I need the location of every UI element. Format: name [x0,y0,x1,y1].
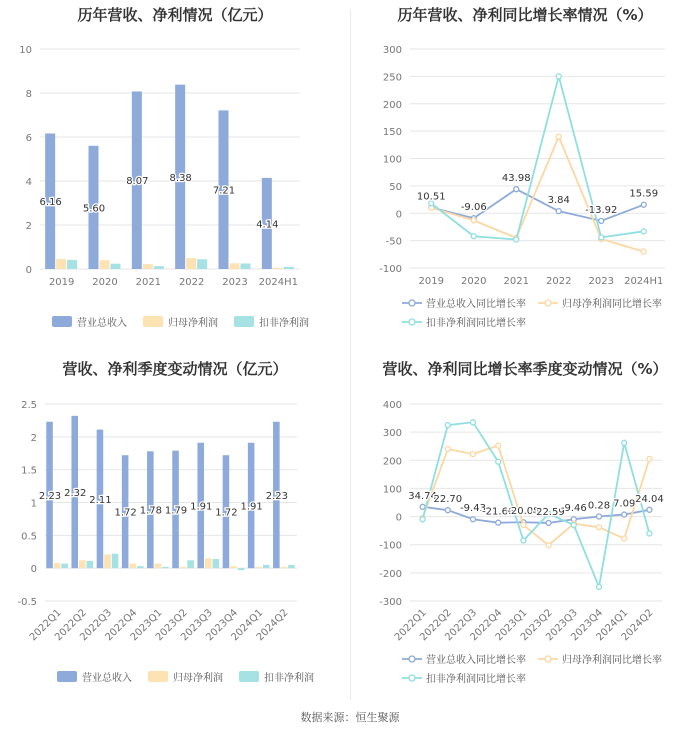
bar-net-profit [186,258,196,269]
bar-deducted-net-profit [67,260,77,269]
y-tick-label: 50 [389,181,402,193]
bar-deducted-net-profit [238,568,245,570]
y-tick-label: 0 [395,209,402,221]
data-label: 8.38 [169,172,192,184]
line-point [496,443,501,448]
legend-label: 归母净利润 [168,318,218,329]
legend-label: 归母净利润 [173,673,223,684]
data-label: 7.21 [212,185,236,197]
x-tick-label: 2023 [222,277,248,288]
line-point [496,520,501,525]
y-tick-label: 100 [382,484,402,496]
bar-net-profit [54,563,61,568]
legend-label: 扣非净利润同比增长率 [426,674,526,685]
line-point [445,447,450,452]
x-tick-label: 2019 [418,276,444,287]
y-tick-label: -100 [379,540,402,552]
y-tick-label: 1 [30,498,37,510]
data-label: 4.14 [256,219,279,231]
bar-deducted-net-profit [111,264,121,269]
line-point [597,525,602,530]
legend-swatch [409,675,415,681]
bar-net-profit [255,567,262,568]
line-point [641,202,646,207]
line-point [622,512,627,517]
bar-net-profit [155,564,162,569]
line-point [521,523,526,528]
bar-net-profit [143,264,153,269]
bar-net-profit [230,566,237,568]
bar-deducted-net-profit [213,559,220,568]
data-label: 6.16 [39,197,62,209]
x-tick-label: 2023Q2 [518,607,555,644]
y-tick-label: -200 [379,568,402,580]
line-point [556,74,561,79]
line-point [546,520,551,525]
legend-swatch [148,671,168,682]
data-label: 3.84 [547,195,570,207]
line-point [471,234,476,239]
data-label: 24.04 [635,493,664,505]
line-point [599,218,604,223]
line-point [471,420,476,425]
x-tick-label: 2022Q1 [392,607,429,644]
data-label: 5.60 [82,203,106,215]
y-tick-label: 6 [25,133,32,144]
bar-net-profit [56,259,66,269]
bar-deducted-net-profit [241,264,251,270]
data-label: 2.11 [89,494,112,506]
y-tick-label: 0.5 [21,531,37,543]
bar-deducted-net-profit [154,266,164,269]
x-tick-label: 2022Q3 [78,607,115,644]
y-tick-label: 300 [382,45,402,56]
x-tick-label: 2024Q2 [619,607,656,644]
x-tick-label: 2021 [135,277,162,288]
x-tick-label: 2023Q2 [153,607,190,644]
line-point [599,235,604,240]
data-label: 1.78 [139,505,162,517]
data-label: -22.59 [532,506,565,518]
legend-swatch [52,316,72,327]
legend-swatch [545,656,551,662]
bar-deducted-net-profit [187,560,194,568]
data-label: 2.32 [64,487,87,499]
line-point [521,538,526,543]
data-label: 0.28 [587,500,611,512]
x-tick-label: 2023Q4 [204,607,241,644]
x-tick-label: 2020 [461,276,487,287]
legend-swatch [143,316,163,327]
line-point [471,218,476,223]
x-tick-label: 2023 [588,276,614,287]
data-source-note: 数据来源：恒生聚源 [300,711,400,724]
data-label: 7.09 [613,498,636,510]
line-point [546,543,551,548]
legend-label: 营业总收入同比增长率 [426,655,526,666]
x-tick-label: 2023Q4 [569,607,606,644]
bar-deducted-net-profit [284,267,294,269]
data-label: 1.91 [190,501,213,513]
data-label: 1.72 [114,507,137,519]
bar-net-profit [129,564,136,569]
y-tick-label: 2 [30,432,37,444]
x-tick-label: 2022 [178,277,205,288]
bar-deducted-net-profit [61,564,68,569]
data-label: 10.51 [416,191,446,203]
x-tick-label: 2022Q2 [53,607,89,644]
y-tick-label: 200 [382,99,402,111]
bar-net-profit [273,268,283,269]
y-tick-label: 1.5 [21,465,37,477]
x-tick-label: 2024Q1 [229,607,266,644]
x-tick-label: 2021 [503,276,529,287]
legend-swatch [239,671,259,682]
x-tick-label: 2024H1 [624,276,664,287]
bar-net-profit [79,560,86,568]
y-tick-label: 150 [382,127,402,139]
data-label: 43.98 [501,173,531,185]
y-tick-label: 4 [25,177,32,188]
legend-label: 营业总收入 [82,673,132,684]
y-tick-label: 200 [382,456,402,468]
line-point [622,440,627,445]
data-label: -9.43 [460,503,486,515]
y-tick-label: 100 [382,154,402,166]
line-point [496,459,501,464]
x-tick-label: 2022Q1 [27,607,64,644]
legend-swatch [57,671,77,682]
y-tick-label: 10 [19,45,32,56]
data-label: 22.70 [433,494,463,506]
y-tick-label: 0 [30,564,37,576]
data-label: 2.23 [265,490,288,502]
x-tick-label: 2023Q1 [128,607,165,644]
line-point [597,584,602,589]
x-tick-label: 2019 [48,277,75,288]
y-tick-label: 2.5 [21,400,37,411]
bar-deducted-net-profit [263,565,270,568]
y-tick-label: 0 [25,265,32,276]
line-point [641,229,646,234]
x-tick-label: 2022 [546,276,572,287]
data-label: 1.91 [240,501,263,513]
x-tick-label: 2022Q2 [418,607,454,644]
chart-title-annual-revenue: 历年营收、净利情况（亿元） [77,6,273,24]
line-point [556,209,561,214]
data-label: -13.92 [585,204,618,216]
x-tick-label: 2022Q4 [103,607,140,644]
bar-deducted-net-profit [137,566,144,568]
line-point [514,187,519,192]
line-point [641,249,646,254]
x-tick-label: 2023Q1 [493,607,530,644]
x-tick-label: 2023Q3 [544,607,580,644]
bar-net-profit [180,567,187,568]
line-point [471,452,476,457]
y-tick-label: 300 [382,428,402,440]
legend-label: 营业总收入 [77,318,127,329]
line-point [445,423,450,428]
line-point [647,531,652,536]
legend-swatch [409,300,415,306]
data-label: -9.46 [560,503,587,515]
legend-label: 扣非净利润同比增长率 [426,318,526,329]
data-label: 34.74 [408,490,437,502]
chart-title-annual-growth: 历年营收、净利同比增长率情况（%） [397,6,653,24]
legend-label: 归母净利润同比增长率 [562,299,662,310]
legend-label: 扣非净利润 [264,673,314,684]
chart-title-quarterly-growth: 营收、净利同比增长率季度变动情况（%） [382,360,668,378]
y-tick-label: 8 [25,89,32,100]
y-tick-label: -300 [379,597,402,608]
data-label: 15.59 [629,188,659,200]
line-point [571,523,576,528]
bar-deducted-net-profit [197,259,207,269]
data-label: 2.23 [38,490,62,502]
bar-net-profit [100,260,110,269]
bar-net-profit [281,567,288,568]
line-point [622,536,627,541]
legend-swatch [234,316,254,327]
x-tick-label: 2020 [92,277,118,288]
x-tick-label: 2023Q3 [179,607,215,644]
legend-swatch [409,319,415,325]
y-tick-label: -100 [379,264,402,275]
bar-net-profit [205,558,212,568]
data-label: 1.72 [215,507,238,519]
x-tick-label: 2024H1 [258,277,299,288]
y-tick-label: -0.5 [17,597,37,608]
line-point [597,514,602,519]
y-tick-label: 0 [395,512,402,524]
line-point [445,508,450,513]
data-label: -20.08 [507,506,540,518]
line-point [420,504,425,509]
y-tick-label: -50 [385,236,402,248]
y-tick-label: 400 [382,400,402,411]
x-tick-label: 2022Q4 [468,607,505,644]
chart-title-quarterly-revenue: 营收、净利季度变动情况（亿元） [62,360,288,378]
data-label: 1.79 [164,505,188,517]
line-point [647,456,652,461]
legend-label: 营业总收入同比增长率 [426,299,526,310]
line-point [420,517,425,522]
x-tick-label: 2024Q2 [254,607,291,644]
data-label: -21.66 [482,506,515,518]
bar-deducted-net-profit [112,554,119,568]
x-tick-label: 2022Q3 [443,607,480,644]
legend-label: 归母净利润同比增长率 [562,655,662,666]
line-point [514,237,519,242]
y-tick-label: 250 [382,72,402,84]
bar-deducted-net-profit [87,561,94,568]
line-point [556,134,561,139]
y-tick-label: 2 [25,221,32,232]
data-label: 8.07 [126,176,149,188]
data-label: -9.06 [460,202,487,214]
line-point [471,517,476,522]
legend-swatch [545,300,551,306]
x-tick-label: 2024Q1 [594,607,631,644]
bar-net-profit [230,263,240,269]
bar-net-profit [104,554,111,568]
series-line [431,137,644,252]
line-point [647,507,652,512]
bar-deducted-net-profit [162,567,169,568]
bar-deducted-net-profit [288,565,295,568]
legend-swatch [409,656,415,662]
legend-label: 扣非净利润 [259,318,309,329]
